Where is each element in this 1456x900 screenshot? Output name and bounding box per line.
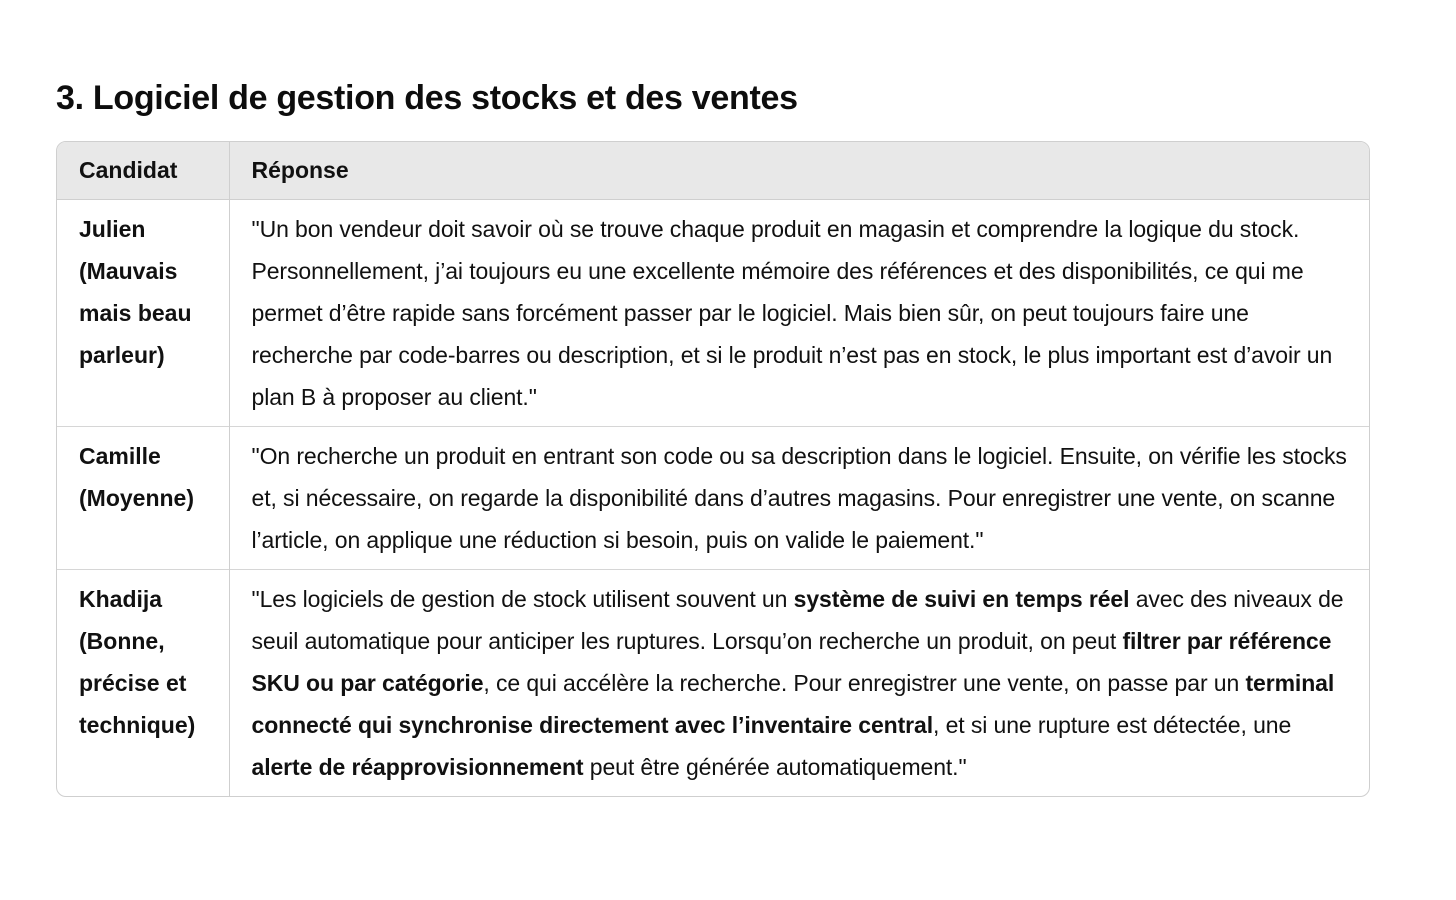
- table-row: [57, 570, 1369, 797]
- emphasis-text: alerte de réapprovisionnement: [251, 754, 584, 780]
- response-cell: "Les logiciels de gestion de stock utilisent souvent un système de suivi en temps réel avec des niveaux de seuil automatique pour anticiper les ruptures. Lorsqu’on recherche un produit, on peut filtrer par référence SKU ou par catégorie, ce qui accélère la recherche. Pour enregistrer une vente, on passe par un terminal connecté qui synchronise directement avec l’inventaire central, et si une rupture est détectée, une alerte de réapprovisionnement peut être générée automatiquement.": [229, 570, 1369, 797]
- section-title: 3. Logiciel de gestion des stocks et des ventes: [56, 79, 798, 117]
- column-header-candidat: Candidat: [57, 142, 229, 200]
- emphasis-text: filtrer par référence SKU ou par catégorie: [251, 628, 1332, 696]
- emphasis-text: terminal connecté qui synchronise directement avec l’inventaire central: [251, 670, 1335, 738]
- candidates-table: [56, 141, 1370, 797]
- emphasis-text: système de suivi en temps réel: [793, 586, 1130, 612]
- response-cell: "Un bon vendeur doit savoir où se trouve chaque produit en magasin et comprendre la logique du stock. Personnellement, j’ai toujours eu une excellente mémoire des références et des disponibilités, ce qui me permet d’être rapide sans forcément passer par le logiciel. Mais bien sûr, on peut toujours faire une recherche par code-barres ou description, et si le produit n’est pas en stock, le plus important est d’avoir un plan B à proposer au client.": [229, 200, 1369, 427]
- response-cell: "On recherche un produit en entrant son code ou sa description dans le logiciel. Ensuite, on vérifie les stocks et, si nécessaire, on regarde la disponibilité dans d’autres magasins. Pour enregistrer une vente, on scanne l’article, on applique une réduction si besoin, puis on valide le paiement.": [229, 427, 1369, 570]
- column-header-reponse: Réponse: [229, 142, 1369, 200]
- table-header-row: [57, 142, 1369, 200]
- candidate-cell: Julien (Mauvais mais beau parleur): [79, 216, 192, 368]
- table-row: [57, 200, 1369, 427]
- table-row: [57, 427, 1369, 570]
- candidate-cell: Camille (Moyenne): [57, 427, 229, 570]
- candidate-cell: Khadija (Bonne, précise et technique): [57, 570, 229, 797]
